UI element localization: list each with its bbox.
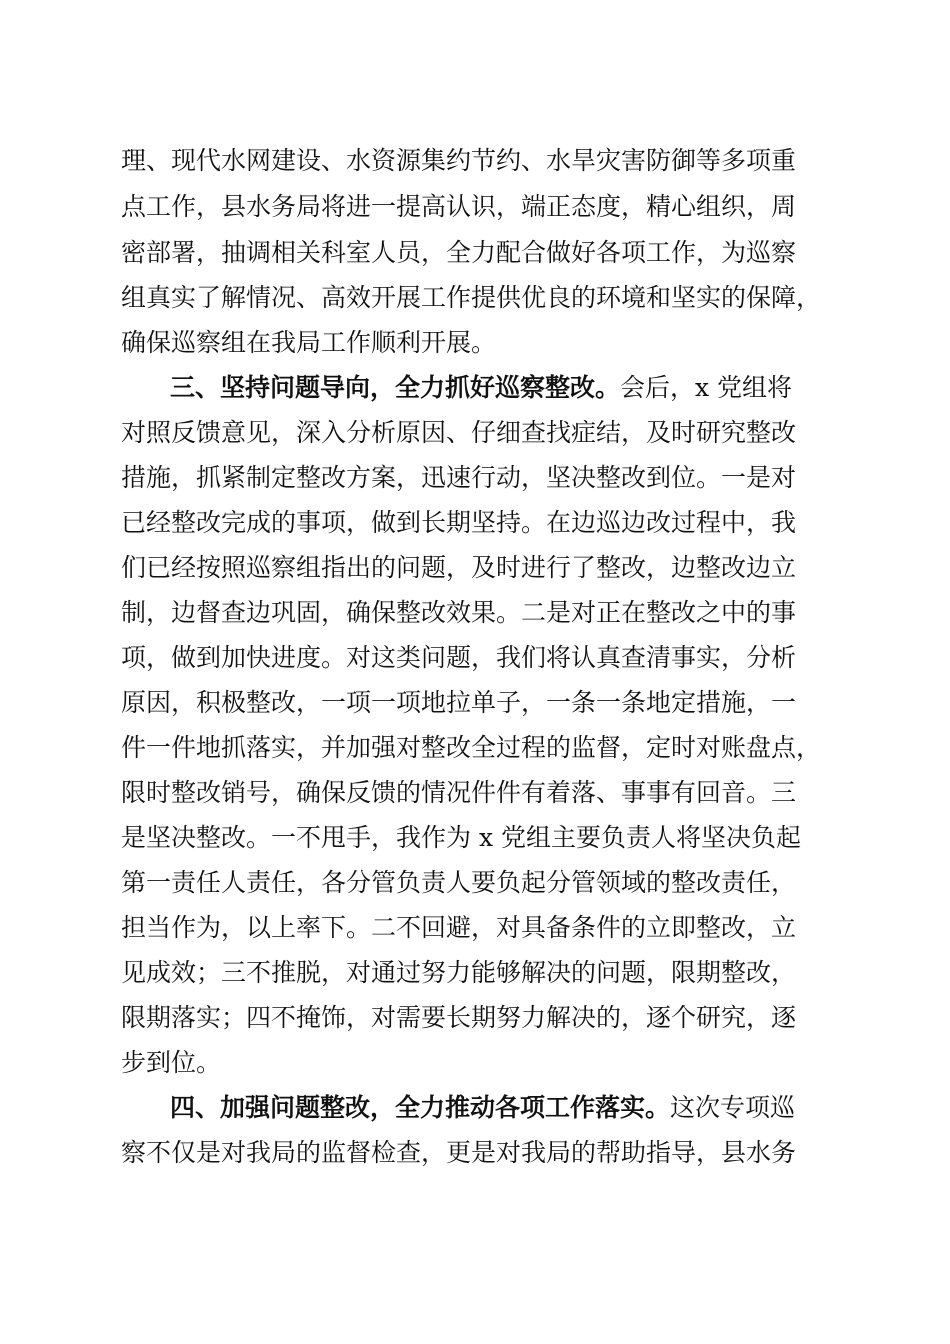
paragraph-line: 限期落实；四不掩饰，对需要长期努力解决的，逐个研究，逐 xyxy=(121,1003,797,1032)
paragraph-line: 察不仅是对我局的监督检查，更是对我局的帮助指导，县水务 xyxy=(121,1138,797,1167)
paragraph-line: 已经整改完成的事项，做到长期坚持。在边巡边改过程中，我 xyxy=(121,508,797,537)
paragraph-line: 组真实了解情况、高效开展工作提供优良的环境和坚实的保障， xyxy=(121,283,822,312)
paragraph-line: 制，边督查边巩固，确保整改效果。二是对正在整改之中的事 xyxy=(121,598,797,627)
section-3-heading: 三、坚持问题导向，全力抓好巡察整改。 xyxy=(170,373,621,402)
paragraph-line: 们已经按照巡察组指出的问题，及时进行了整改，边整改边立 xyxy=(121,553,797,582)
paragraph-line: 见成效；三不推脱，对通过努力能够解决的问题，限期整改， xyxy=(121,958,797,987)
section-4-heading: 四、加强问题整改，全力推动各项工作落实。 xyxy=(170,1093,671,1122)
paragraph-line: 是坚决整改。一不甩手，我作为 x 党组主要负责人将坚决负起 xyxy=(121,823,801,852)
paragraph-line: 第一责任人责任，各分管负责人要负起分管领域的整改责任， xyxy=(121,868,797,897)
paragraph-line: 原因，积极整改，一项一项地拉单子，一条一条地定措施，一 xyxy=(121,688,797,717)
paragraph-line: 密部署，抽调相关科室人员，全力配合做好各项工作，为巡察 xyxy=(121,238,797,267)
paragraph-line: 件一件地抓落实，并加强对整改全过程的监督，定时对账盘点， xyxy=(121,733,822,762)
paragraph-line: 步到位。 xyxy=(121,1048,222,1077)
section-3-first-line xyxy=(170,373,833,403)
paragraph-line: 担当作为，以上率下。二不回避，对具备条件的立即整改，立 xyxy=(121,913,797,942)
paragraph-line: 项，做到加快进度。对这类问题，我们将认真查清事实，分析 xyxy=(121,643,797,672)
paragraph-line: 措施，抓紧制定整改方案，迅速行动，坚决整改到位。一是对 xyxy=(121,463,797,492)
section-4-first-line xyxy=(170,1093,833,1123)
paragraph-line: 限时整改销号，确保反馈的情况件件有着落、事事有回音。三 xyxy=(121,778,797,807)
section-4-first-line-rest: 这次专项巡 xyxy=(670,1093,796,1122)
paragraph-line: 点工作，县水务局将进一提高认识，端正态度，精心组织，周 xyxy=(121,192,797,221)
section-3-first-line-rest: 会后，x 党组将 xyxy=(620,373,793,402)
paragraph-line: 确保巡察组在我局工作顺利开展。 xyxy=(121,328,497,357)
paragraph-line: 对照反馈意见，深入分析原因、仔细查找症结，及时研究整改 xyxy=(121,418,797,447)
paragraph-line: 理、现代水网建设、水资源集约节约、水旱灾害防御等多项重 xyxy=(121,146,797,175)
